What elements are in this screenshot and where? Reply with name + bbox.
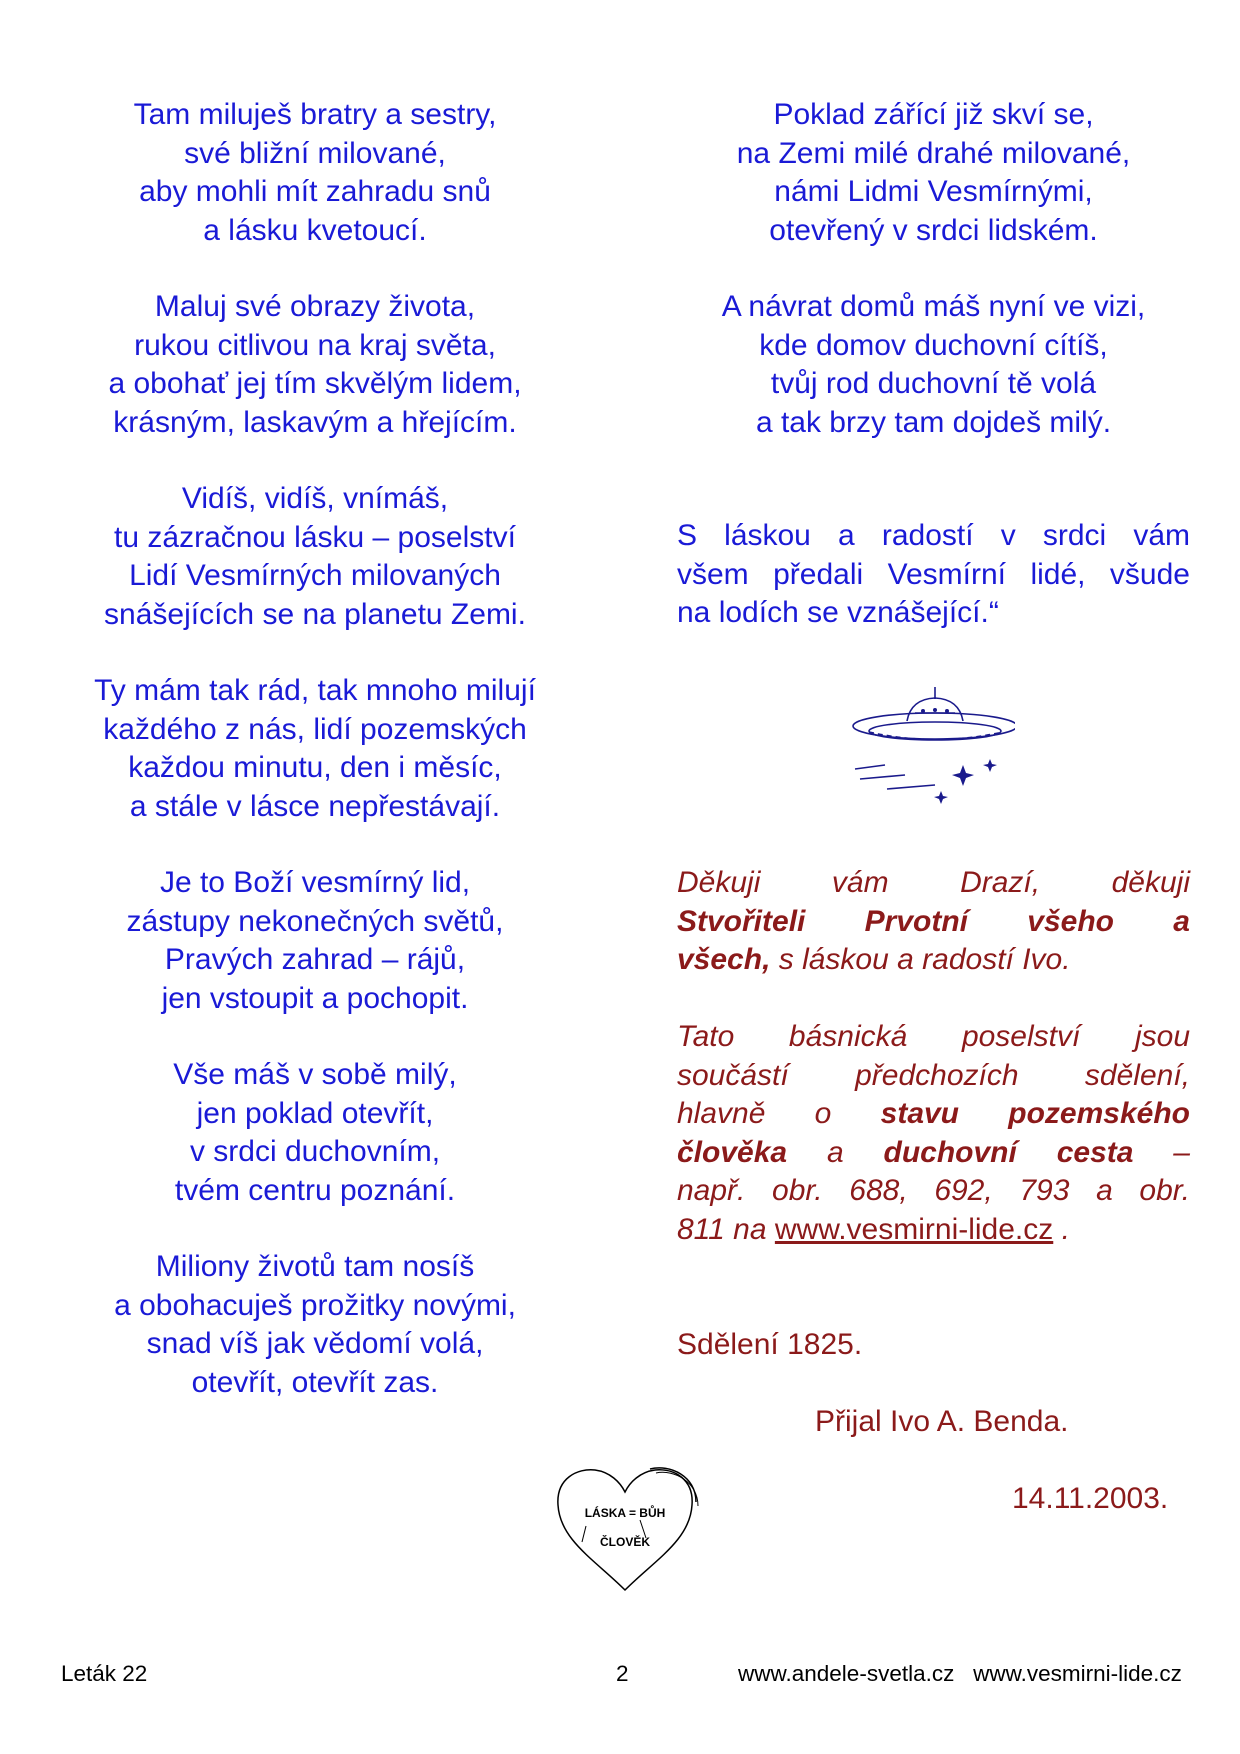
poem-line: Je to Boží vesmírný lid, — [159, 866, 471, 899]
poem-line: své bližní milované, — [184, 136, 446, 170]
poem-line: tu zázračnou lásku – poselství — [114, 520, 516, 554]
poem-line: na Zemi milé drahé milované, — [736, 136, 1131, 170]
poem-stanza — [40, 288, 590, 442]
poem-stanza — [677, 96, 1190, 250]
poem-line: tvém centru poznání. — [174, 1173, 456, 1207]
poem-line: kde domov duchovní cítíš, — [759, 328, 1108, 362]
message-number: Sdělení 1825. — [677, 1328, 863, 1361]
poem-line: každou minutu, den i měsíc, — [128, 751, 502, 784]
closing-line: všem předali Vesmírní lidé, všude — [677, 557, 1190, 591]
poem-stanza — [40, 864, 590, 1018]
andele-svetla-link[interactable]: www.andele-svetla.cz — [738, 1661, 955, 1686]
poem-stanza — [40, 1056, 590, 1210]
poem-line: Poklad zářící již skví se, — [773, 98, 1094, 131]
right-column — [677, 96, 1190, 480]
poem-line: otevřený v srdci lidském. — [769, 213, 1098, 247]
poem-stanza — [40, 96, 590, 250]
date: 14.11.2003. — [1012, 1482, 1169, 1515]
poem-line: a obohať jej tím skvělým lidem, — [108, 367, 522, 400]
page-number: 2 — [616, 1661, 629, 1686]
thanks-line: Stvořiteli Prvotní všeho a — [677, 904, 1190, 938]
poem-line: Lidí Vesmírných milovaných — [129, 559, 501, 592]
poem-line: a tak brzy tam dojdeš milý. — [755, 405, 1112, 439]
poem-line: a lásku kvetoucí. — [203, 213, 427, 247]
heart-logo-top: LÁSKA = BŮH — [584, 1506, 666, 1520]
poem-stanza — [40, 1248, 590, 1402]
ufo-illustration — [845, 685, 1015, 820]
poem-line: snášejících se na planetu Zemi. — [104, 597, 526, 631]
note-line: součástí předchozích sdělení, — [677, 1058, 1190, 1092]
thanks-line — [677, 941, 1190, 980]
poem-line: Vidíš, vidíš, vnímáš, — [181, 482, 449, 515]
poem-line: snad víš jak vědomí volá, — [146, 1327, 484, 1360]
poem-line: tvůj rod duchovní tě volá — [770, 367, 1097, 400]
poem-line: rukou citlivou na kraj světa, — [134, 328, 496, 362]
poem-stanza — [677, 288, 1190, 442]
note-text: hlavně o — [677, 1097, 881, 1130]
note-text: a — [787, 1135, 884, 1169]
received-by: Přijal Ivo A. Benda. — [815, 1405, 1069, 1438]
poem-line: Vše máš v sobě milý, — [173, 1058, 457, 1091]
note-bold: stavu pozemského — [880, 1097, 1190, 1130]
footer-left: Leták 22 — [61, 1661, 148, 1686]
poem-stanza — [40, 672, 590, 826]
poem-line: jen vstoupit a pochopit. — [161, 981, 469, 1015]
left-poem-column — [40, 96, 590, 1402]
note-line: Tato básnická poselství jsou — [677, 1020, 1190, 1053]
poem-line: aby mohli mít zahradu snů — [139, 175, 491, 208]
note-text: . — [1053, 1212, 1070, 1246]
heart-logo — [550, 1460, 700, 1595]
poem-line: krásným, laskavým a hřejícím. — [113, 405, 517, 439]
note-line — [677, 1134, 1190, 1173]
poem-line: otevřít, otevřít zas. — [191, 1365, 439, 1399]
thanks-bold: všech, — [677, 943, 771, 976]
poem-line: zástupy nekonečných světů, — [126, 904, 504, 938]
poem-line: Tam miluješ bratry a sestry, — [133, 98, 497, 131]
thanks-line: Děkuji vám Drazí, děkuji — [677, 866, 1190, 899]
poem-line: námi Lidmi Vesmírnými, — [774, 175, 1093, 208]
footer-links — [738, 1661, 1182, 1687]
vesmirni-lide-link[interactable]: www.vesmirni-lide.cz — [774, 1212, 1054, 1246]
vesmirni-lide-footer-link[interactable]: www.vesmirni-lide.cz — [973, 1661, 1182, 1686]
note-line: např. obr. 688, 692, 793 a obr. — [677, 1174, 1190, 1207]
poem-line: Miliony životů tam nosíš — [155, 1250, 475, 1283]
closing-line: na lodích se vznášející.“ — [677, 596, 999, 629]
note-line — [677, 1095, 1190, 1134]
poem-stanza — [40, 480, 590, 634]
poem-line: a obohacuješ prožitky novými, — [114, 1288, 516, 1322]
note-paragraph — [677, 1018, 1190, 1249]
poem-line: Ty mám tak rád, tak mnoho milují — [94, 674, 536, 707]
note-bold: člověka — [677, 1135, 788, 1169]
heart-logo-bottom: ČLOVĚK — [599, 1535, 651, 1549]
thanks-text: s láskou a radostí Ivo. — [770, 943, 1071, 976]
closing-paragraph — [677, 517, 1190, 633]
thanks-paragraph — [677, 864, 1190, 980]
poem-line: Pravých zahrad – rájů, — [164, 943, 466, 976]
note-bold: duchovní cesta — [883, 1135, 1134, 1169]
note-text: 811 na — [677, 1212, 775, 1246]
poem-line: Maluj své obrazy života, — [154, 290, 476, 323]
note-line — [677, 1211, 1190, 1250]
note-text: – — [1133, 1135, 1190, 1169]
poem-line: a stále v lásce nepřestávají. — [129, 789, 501, 823]
poem-line: jen poklad otevřít, — [196, 1096, 434, 1130]
poem-line: každého z nás, lidí pozemských — [103, 712, 527, 746]
poem-line: A návrat domů máš nyní ve vizi, — [721, 290, 1146, 323]
poem-line: v srdci duchovním, — [189, 1135, 441, 1168]
closing-line: S láskou a radostí v srdci vám — [677, 519, 1190, 552]
